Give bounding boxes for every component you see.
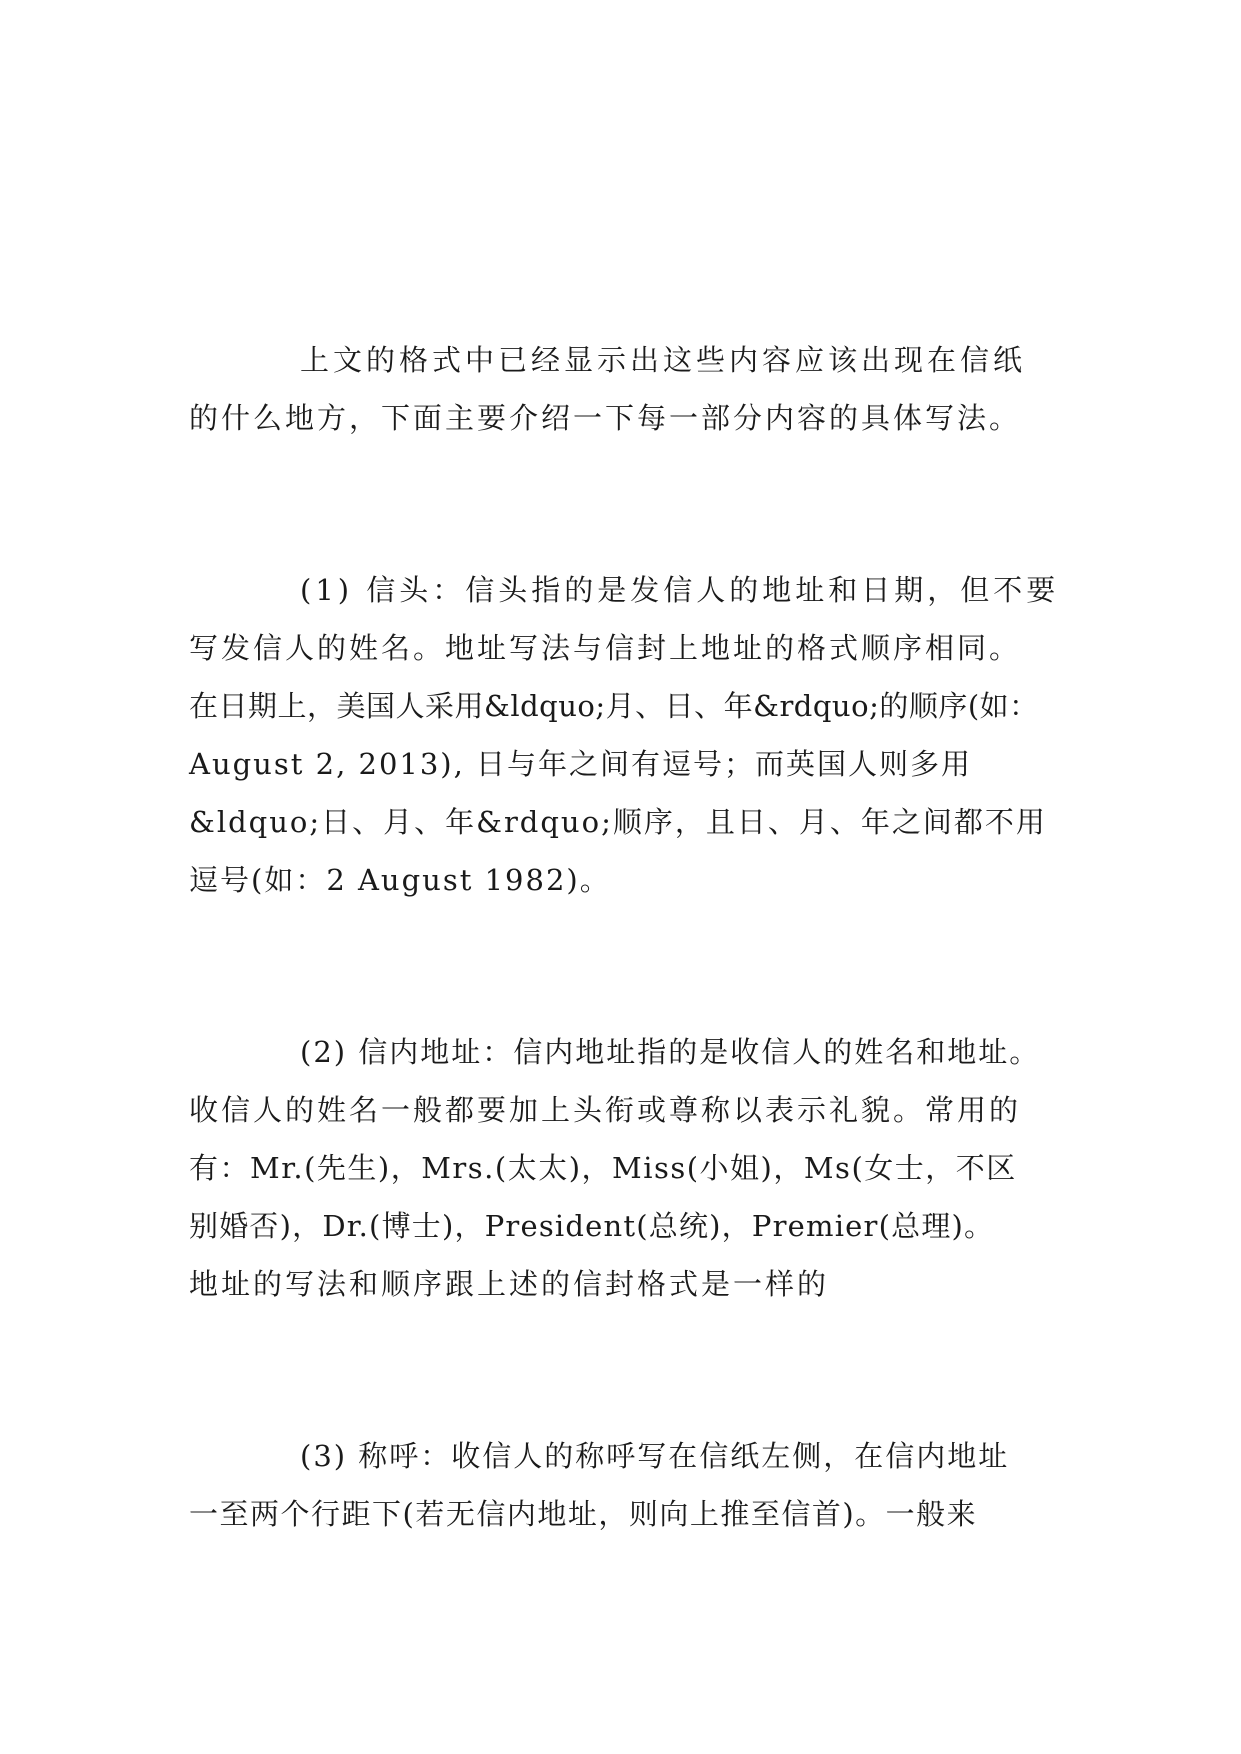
text-line: 逗号(如：2 August 1982)。	[189, 863, 611, 897]
text-line: 收信人的姓名一般都要加上头衔或尊称以表示礼貌。常用的	[189, 1093, 1022, 1127]
text-line: 写发信人的姓名。地址写法与信封上地址的格式顺序相同。	[189, 631, 1022, 665]
text-line: August 2, 2013), 日与年之间有逗号；而英国人则多用	[189, 747, 973, 781]
text-line: &ldquo;日、月、年&rdquo;顺序，且日、月、年之间都不用	[189, 805, 1047, 839]
text-line: 一至两个行距下(若无信内地址，则向上推至信首)。一般来	[189, 1497, 978, 1531]
text-line: (1) 信头：信头指的是发信人的地址和日期，但不要	[300, 573, 1060, 607]
text-line: 别婚否)，Dr.(博士)，President(总统)，Premier(总理)。	[189, 1209, 995, 1243]
text-line: 上文的格式中已经显示出这些内容应该出现在信纸	[300, 343, 1027, 377]
text-line: 有：Mr.(先生)，Mrs.(太太)，Miss(小姐)，Ms(女士，不区	[189, 1151, 1017, 1185]
text-line: 地址的写法和顺序跟上述的信封格式是一样的	[189, 1267, 830, 1301]
text-line: 的什么地方，下面主要介绍一下每一部分内容的具体写法。	[189, 401, 1022, 435]
text-line: (3) 称呼：收信人的称呼写在信纸左侧，在信内地址	[300, 1439, 1010, 1473]
text-line: (2) 信内地址：信内地址指的是收信人的姓名和地址。	[300, 1035, 1041, 1069]
text-line: 在日期上，美国人采用&ldquo;月、日、年&rdquo;的顺序(如：	[189, 689, 1039, 723]
